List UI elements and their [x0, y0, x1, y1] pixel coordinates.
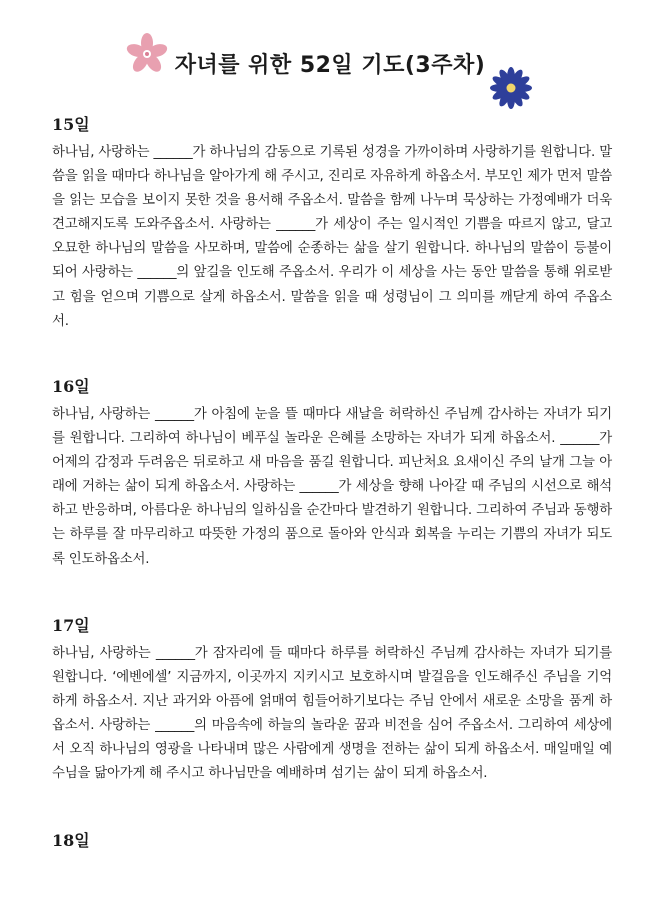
prayer-text: 하나님, 사랑하는 ______가 하나님의 감동으로 기록된 성경을 가까이하며 사랑하기를 원합니다. 말씀을 읽을 때마다 하나님을 알아가게 해 주시고, 진리로 자유하게 하옵소서. 부모인 제가 먼저 말씀을 읽는 모습을 보이지 못한 것을 용서해 주옵소서. 말씀을 함께 나누며 묵상하는 가정예배가 더욱 견고해지도록 도와주옵소서. 사랑하는 ______가 세상이 주는 일시적인 기쁨을 따르지 않고, 달고 오묘한 하나님의 말씀을 사모하며, 말씀에 순종하는 삶을 살기 원합니다. 하나님의 말씀이 등불이 되어 사랑하는 ______의 앞길을 인도해 주옵소서. 우리가 이 세상을 사는 동안 말씀을 통해 위로받고 힘을 얻으며 기쁨으로 살게 하옵소서. 말씀을 읽을 때 성령님이 그 의미를 깨닫게 하여 주옵소서.: [52, 145, 612, 329]
day-heading: 16일: [52, 377, 90, 396]
prayer-text: 하나님, 사랑하는 ______가 잠자리에 들 때마다 하루를 허락하신 주님께 감사하는 자녀가 되기를 원합니다. ‘에벤에셀’ 지금까지, 이곳까지 지키시고 보호하시며 발걸음을 인도해주신 주님을 기억하게 하옵소서. 지난 과거와 아픔에 얽매여 힘들어하기보다는 주님 안에서 새로운 소망을 품게 하옵소서. 사랑하는 ______의 마음속에 하늘의 놀라운 꿈과 비전을 심어 주옵소서. 그리하여 세상에서 오직 하나님의 영광을 나타내며 많은 사람에게 생명을 전하는 삶이 되게 하옵소서. 매일매일 예수님을 닮아가게 해 주시고 하나님만을 예배하며 섬기는 삶이 되게 하옵소서.: [52, 646, 612, 782]
day-heading: 18일: [52, 831, 90, 850]
prayer-section-day-18: [52, 829, 612, 857]
day-heading: 17일: [52, 616, 90, 635]
day-heading: 15일: [52, 115, 90, 134]
blue-flower-icon: [489, 66, 533, 110]
prayer-section-day-17: [52, 614, 612, 787]
prayer-text: 하나님, 사랑하는 ______가 아침에 눈을 뜰 때마다 새날을 허락하신 주님께 감사하는 자녀가 되기를 원합니다. 그리하여 하나님이 베푸실 놀라운 은혜를 소망하는 자녀가 되게 하옵소서. ______가 어제의 감정과 두려움은 뒤로하고 새 마음을 품길 원합니다. 피난처요 요새이신 주의 날개 그늘 아래에 거하는 삶이 되게 하옵소서. 사랑하는 ______가 세상을 향해 나아갈 때 주님의 시선으로 해석하고 반응하며, 아름다운 하나님의 일하심을 순간마다 발견하기 원합니다. 그리하여 주님과 동행하는 하루를 잘 마무리하고 따뜻한 가정의 품으로 돌아와 안식과 회복을 누리는 기쁨의 자녀가 되도록 인도하옵소서.: [52, 407, 612, 567]
prayer-section-day-15: [52, 113, 612, 334]
page-title: 자녀를 위한 52일 기도(3주차): [174, 53, 486, 78]
prayer-section-day-16: [52, 375, 612, 572]
